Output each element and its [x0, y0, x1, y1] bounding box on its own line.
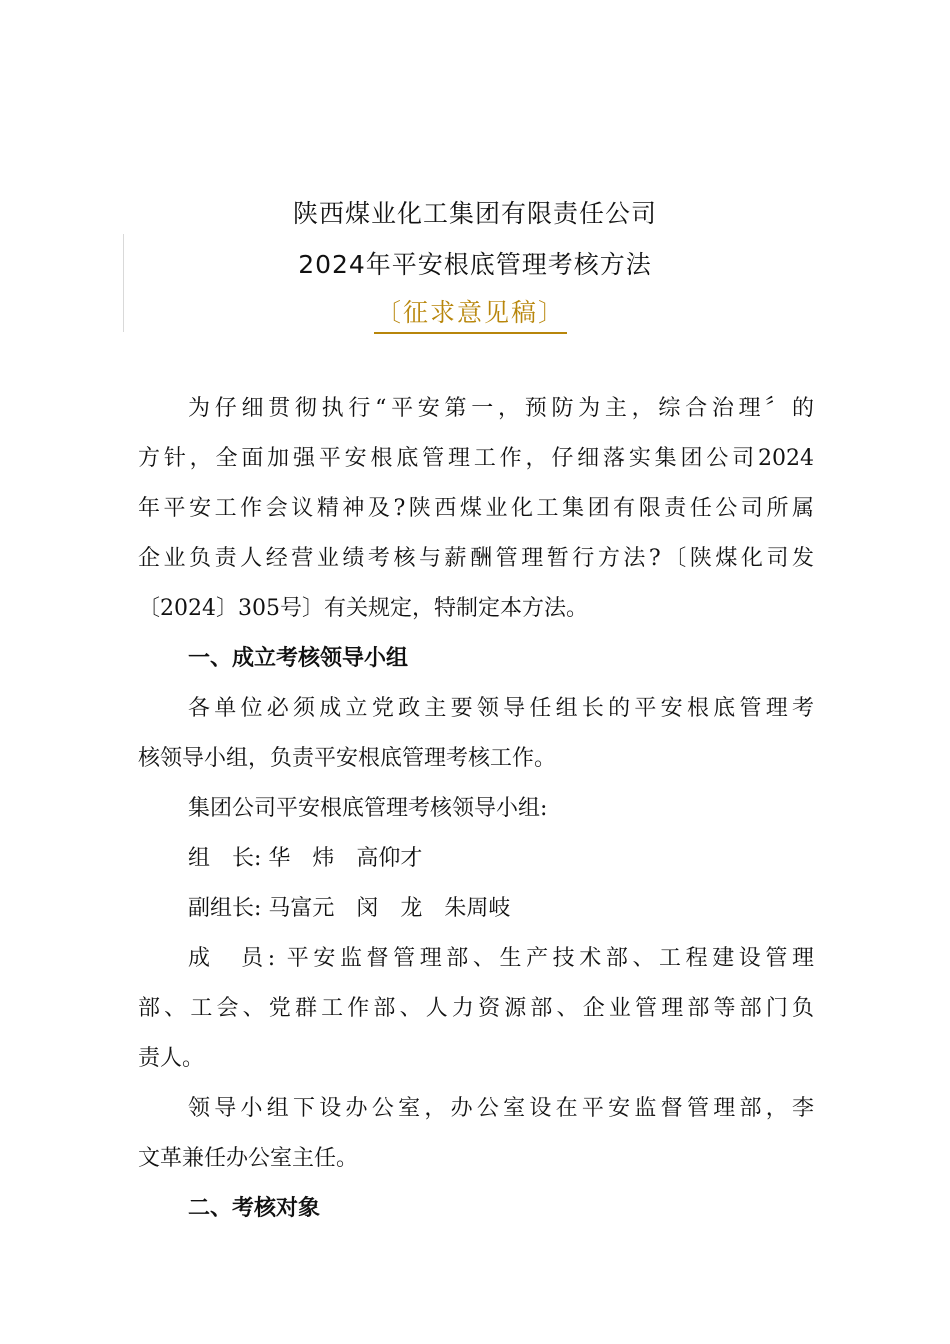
members-line: 成 员: 平安监督管理部、生产技术部、工程建设管理	[188, 946, 814, 971]
leader-line: 组 长: 华 炜 高仰才	[188, 846, 423, 871]
intro-line: 方针，全面加强平安根底管理工作，仔细落实集团公司2024	[138, 446, 814, 471]
deputy-leader-line: 副组长: 马富元 闵 龙 朱周岐	[188, 896, 511, 921]
document-draft-label: 〔征求意见稿〕	[374, 293, 567, 334]
office-line: 领导小组下设办公室，办公室设在平安监督管理部，李	[188, 1096, 814, 1121]
leader-group-intro: 集团公司平安根底管理考核领导小组:	[188, 796, 548, 821]
section1-heading: 一、成立考核领导小组	[188, 646, 409, 671]
members-line: 责人。	[138, 1046, 205, 1071]
intro-line: 为仔细贯彻执行“平安第一，预防为主，综合治理〞的	[188, 396, 814, 421]
intro-line: 〔2024〕305号〕有关规定，特制定本方法。	[138, 596, 588, 621]
section2-heading: 二、考核对象	[188, 1196, 321, 1221]
intro-paragraph	[138, 384, 814, 634]
intro-line: 年平安工作会议精神及?陕西煤业化工集团有限责任公司所属	[138, 496, 814, 521]
section1-paragraph-line: 各单位必须成立党政主要领导任组长的平安根底管理考	[188, 696, 814, 721]
section1-paragraph-line: 核领导小组，负责平安根底管理考核工作。	[138, 746, 557, 771]
section1	[138, 634, 814, 1234]
document-title-method: 2024年平安根底管理考核方法	[298, 250, 652, 279]
office-line: 文革兼任办公室主任。	[138, 1146, 359, 1171]
intro-line: 企业负责人经营业绩考核与薪酬管理暂行方法?〔陕煤化司发	[138, 546, 814, 571]
members-line: 部、工会、党群工作部、人力资源部、企业管理部等部门负	[138, 996, 814, 1021]
document-title-company: 陕西煤业化工集团有限责任公司	[292, 199, 657, 228]
